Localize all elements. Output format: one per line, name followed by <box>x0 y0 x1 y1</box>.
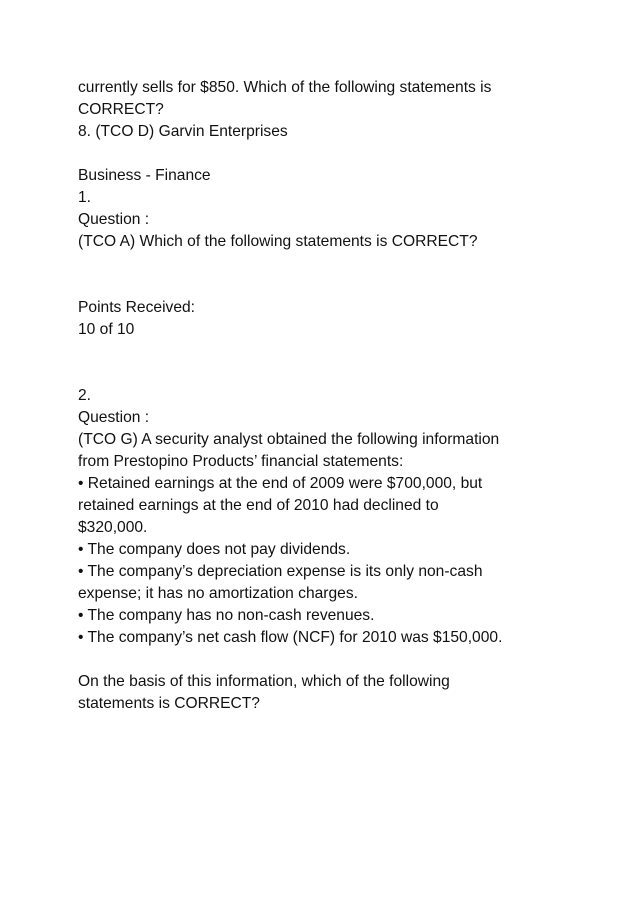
points-value: 10 of 10 <box>78 321 135 338</box>
bullet-line: • The company’s depreciation expense is its only non-cash <box>78 563 483 580</box>
blank-line <box>78 363 578 385</box>
blank-line <box>78 649 578 671</box>
text-line: currently sells for $850. Which of the following statements is <box>78 79 492 96</box>
bullet-line: expense; it has no amortization charges. <box>78 585 358 602</box>
question-label: Question : <box>78 409 150 426</box>
bullet-line: $320,000. <box>78 519 148 536</box>
question-text-line: (TCO G) A security analyst obtained the following information <box>78 431 500 448</box>
text-line: 8. (TCO D) Garvin Enterprises <box>78 123 288 140</box>
bullet-line: • The company does not pay dividends. <box>78 541 351 558</box>
question-number: 2. <box>78 387 92 404</box>
question-text-line: from Prestopino Products’ financial statements: <box>78 453 404 470</box>
blank-line <box>78 275 578 297</box>
points-label: Points Received: <box>78 299 196 316</box>
blank-line <box>78 143 578 165</box>
bullet-line: • Retained earnings at the end of 2009 were $700,000, but <box>78 475 483 492</box>
subject-heading: Business - Finance <box>78 167 211 184</box>
question-text: (TCO A) Which of the following statements is CORRECT? <box>78 233 478 250</box>
text-line: On the basis of this information, which of the following <box>78 673 450 690</box>
document-body <box>78 77 578 715</box>
bullet-line: retained earnings at the end of 2010 had declined to <box>78 497 439 514</box>
question-number: 1. <box>78 189 92 206</box>
text-line: statements is CORRECT? <box>78 695 260 712</box>
bullet-line: • The company’s net cash flow (NCF) for 2010 was $150,000. <box>78 629 503 646</box>
blank-line <box>78 341 578 363</box>
text-line: CORRECT? <box>78 101 164 118</box>
bullet-line: • The company has no non-cash revenues. <box>78 607 375 624</box>
question-label: Question : <box>78 211 150 228</box>
blank-line <box>78 253 578 275</box>
